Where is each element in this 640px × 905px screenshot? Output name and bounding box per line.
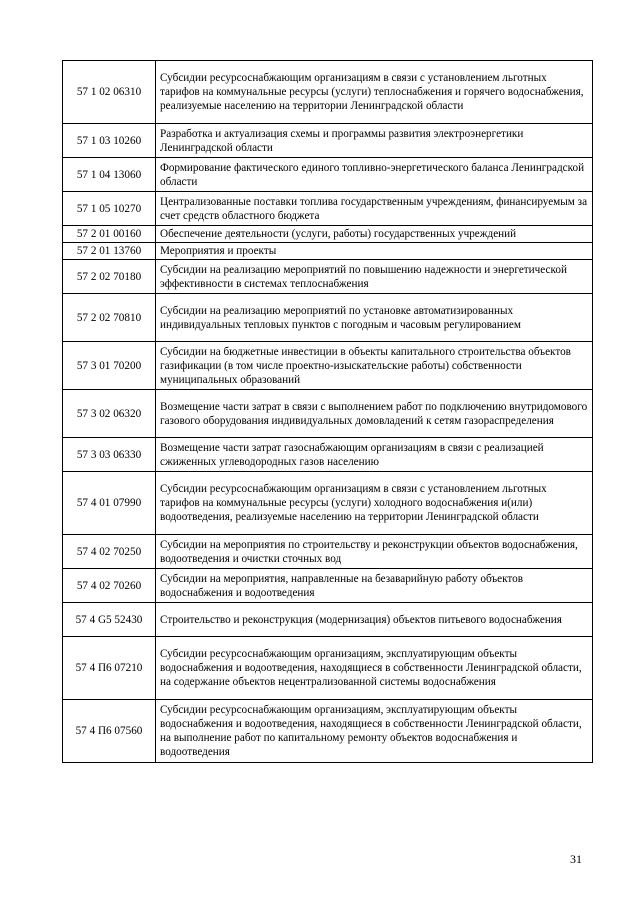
table-row [63, 569, 593, 603]
description-cell: Субсидии ресурсоснабжающим организациям, эксплуатирующим объекты водоснабжения и водоотведения, находящиеся в собственности Ленинградской области, на выполнение работ по капитальному ремонту объектов водоснабжения и водоотведения [156, 700, 593, 763]
code-cell: 57 1 03 10260 [63, 124, 156, 158]
code-cell: 57 4 G5 52430 [63, 603, 156, 637]
description-cell: Разработка и актуализация схемы и программы развития электроэнергетики Ленинградской области [156, 124, 593, 158]
table-row [63, 637, 593, 700]
description-cell: Обеспечение деятельности (услуги, работы) государственных учреждений [156, 226, 593, 243]
table-row [63, 124, 593, 158]
code-cell: 57 3 01 70200 [63, 342, 156, 390]
table-row [63, 192, 593, 226]
description-cell: Централизованные поставки топлива государственным учреждениям, финансируемым за счет средств областного бюджета [156, 192, 593, 226]
budget-codes-table [62, 60, 593, 763]
description-cell: Субсидии на реализацию мероприятий по установке автоматизированных индивидуальных тепловых пунктов с погодным и часовым регулированием [156, 294, 593, 342]
table-row [63, 472, 593, 535]
table-row [63, 438, 593, 472]
description-cell: Строительство и реконструкция (модернизация) объектов питьевого водоснабжения [156, 603, 593, 637]
table-row [63, 700, 593, 763]
description-cell: Субсидии на мероприятия по строительству и реконструкции объектов водоснабжения, водоотведения и очистки сточных вод [156, 535, 593, 569]
code-cell: 57 3 03 06330 [63, 438, 156, 472]
code-cell: 57 1 02 06310 [63, 61, 156, 124]
code-cell: 57 2 02 70180 [63, 260, 156, 294]
description-cell: Формирование фактического единого топливно-энергетического баланса Ленинградской области [156, 158, 593, 192]
description-cell: Возмещение части затрат газоснабжающим организациям в связи с реализацией сжиженных углеводородных газов населению [156, 438, 593, 472]
description-cell: Возмещение части затрат в связи с выполнением работ по подключению внутридомового газового оборудования индивидуальных домовладений к сетям газораспределения [156, 390, 593, 438]
description-cell: Субсидии на бюджетные инвестиции в объекты капитального строительства объектов газификации (в том числе проектно-изыскательские работы) собственности муниципальных образований [156, 342, 593, 390]
code-cell: 57 2 01 13760 [63, 243, 156, 260]
table-row [63, 603, 593, 637]
table-row [63, 342, 593, 390]
table-row [63, 61, 593, 124]
code-cell: 57 4 01 07990 [63, 472, 156, 535]
code-cell: 57 1 04 13060 [63, 158, 156, 192]
table-row [63, 294, 593, 342]
description-cell: Субсидии на реализацию мероприятий по повышению надежности и энергетической эффективности в системах теплоснабжения [156, 260, 593, 294]
code-cell: 57 3 02 06320 [63, 390, 156, 438]
code-cell: 57 1 05 10270 [63, 192, 156, 226]
code-cell: 57 4 П6 07210 [63, 637, 156, 700]
description-cell: Мероприятия и проекты [156, 243, 593, 260]
description-cell: Субсидии ресурсоснабжающим организациям в связи с установлением льготных тарифов на коммунальные ресурсы (услуги) холодного водоснабжения и(или) водоотведения, реализуемые населению на территории Ленинградской области [156, 472, 593, 535]
description-cell: Субсидии на мероприятия, направленные на безаварийную работу объектов водоснабжения и водоотведения [156, 569, 593, 603]
table-row [63, 390, 593, 438]
code-cell: 57 4 02 70260 [63, 569, 156, 603]
code-cell: 57 4 П6 07560 [63, 700, 156, 763]
code-cell: 57 4 02 70250 [63, 535, 156, 569]
table-row [63, 226, 593, 243]
page-number: 31 [570, 852, 582, 866]
description-cell: Субсидии ресурсоснабжающим организациям в связи с установлением льготных тарифов на коммунальные ресурсы (услуги) теплоснабжения и горячего водоснабжения, реализуемые населению на территории Ленинградской области [156, 61, 593, 124]
table-row [63, 243, 593, 260]
table-row [63, 158, 593, 192]
table-row [63, 260, 593, 294]
table-row [63, 535, 593, 569]
code-cell: 57 2 02 70810 [63, 294, 156, 342]
description-cell: Субсидии ресурсоснабжающим организациям, эксплуатирующим объекты водоснабжения и водоотведения, находящиеся в собственности Ленинградской области, на содержание объектов нецентрализованной системы водоснабжения [156, 637, 593, 700]
code-cell: 57 2 01 00160 [63, 226, 156, 243]
